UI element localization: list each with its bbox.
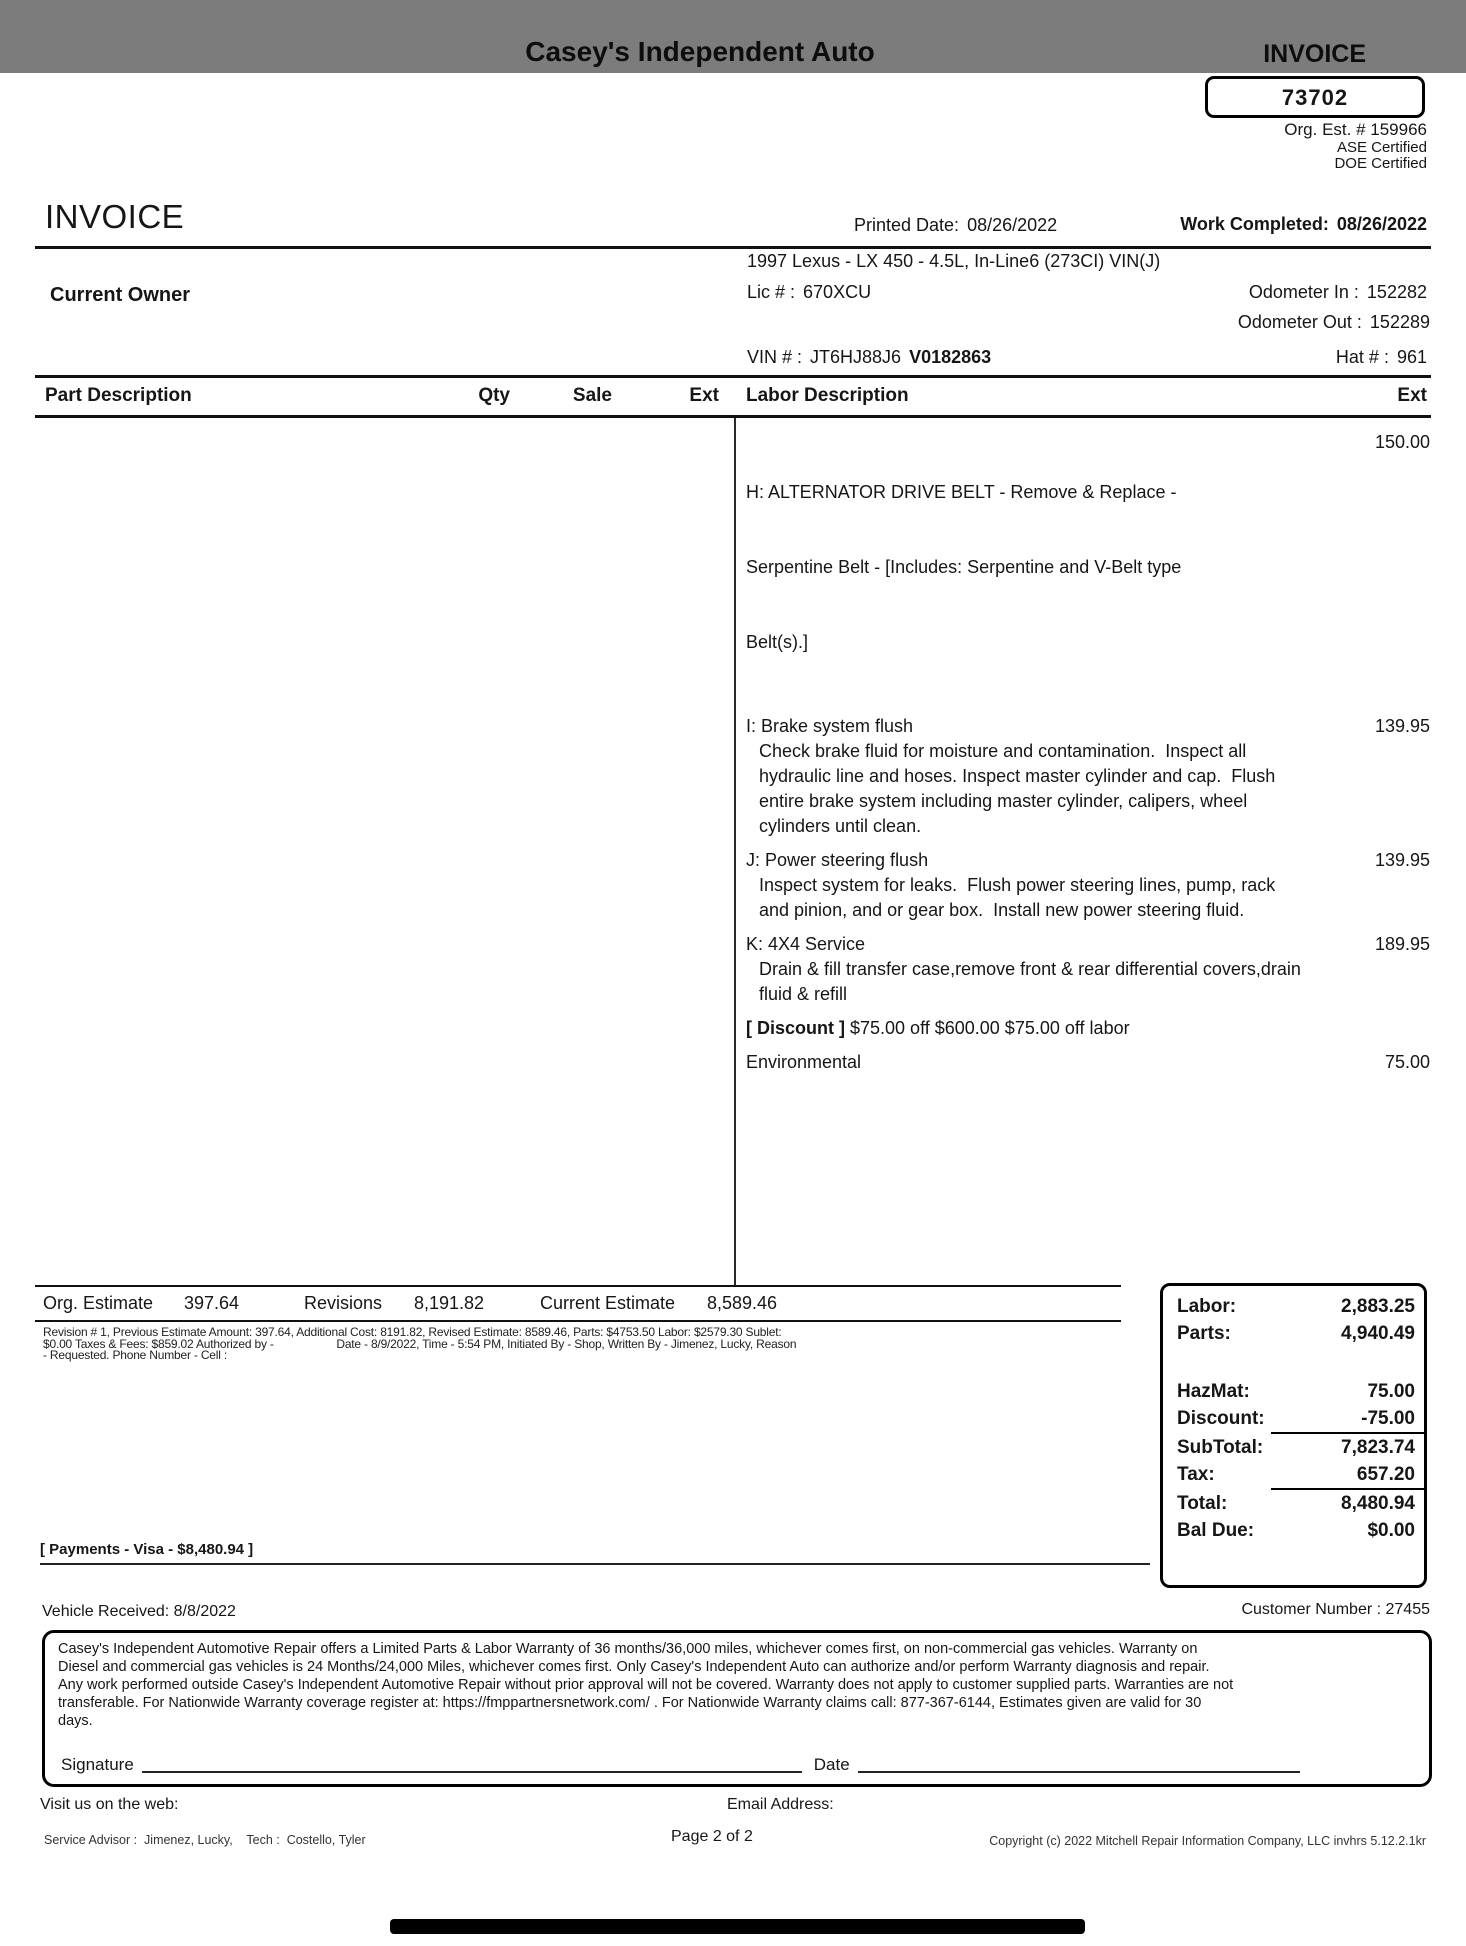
discount-detail: $75.00 off $600.00 $75.00 off labor	[845, 1018, 1130, 1038]
totals-row-hazmat	[1163, 1378, 1424, 1405]
totals-row-labor	[1163, 1293, 1424, 1320]
odometer-in-label: Odometer In :	[1248, 282, 1359, 302]
labor-item-desc: Inspect system for leaks. Flush power steering lines, pump, rack	[759, 875, 1276, 895]
footer-email-label: Email Address:	[727, 1796, 834, 1813]
copyright-line: Copyright (c) 2022 Mitchell Repair Information Company, LLC invhrs 5.12.2.1kr	[989, 1834, 1426, 1848]
current-estimate-label: Current Estimate	[540, 1293, 676, 1313]
printed-date	[854, 215, 1057, 236]
totals-value: 8,480.94	[1341, 1492, 1415, 1514]
column-header-part-description: Part Description	[45, 385, 192, 406]
vehicle-received-date: Vehicle Received: 8/8/2022	[42, 1603, 236, 1620]
labor-item-ext: 139.95	[1374, 850, 1430, 870]
hat-number	[1336, 347, 1427, 368]
odometer-in	[1249, 282, 1427, 303]
invoice-bar-label: INVOICE	[1263, 40, 1366, 68]
odometer-out-value: 152289	[1369, 312, 1430, 332]
totals-value: 2,883.25	[1341, 1295, 1415, 1317]
warranty-text-line: transferable. For Nationwide Warranty coverage register at: https://fmppartnersnetwork.com/ . For Nationwide Warranty claims call: 877-367-6144, Estimates given are valid for 30	[58, 1695, 1202, 1711]
totals-label: Labor:	[1177, 1295, 1237, 1317]
labor-item-line: K: 4X4 Service	[746, 934, 866, 954]
totals-row-total	[1163, 1490, 1424, 1517]
revision-note-line: - Requested. Phone Number - Cell :	[43, 1348, 227, 1362]
payments-line: [ Payments - Visa - $8,480.94 ]	[40, 1541, 1150, 1565]
totals-row-discount	[1163, 1405, 1424, 1432]
warranty-text-line: Diesel and commercial gas vehicles is 24 Months/24,000 Miles, whichever comes first. Only Casey's Independent Auto can authorize and/or perform Warranty diagnosis and repair.	[58, 1659, 1210, 1675]
header-divider	[35, 246, 1431, 249]
org-estimate-label: Org. Estimate	[43, 1293, 154, 1313]
labor-item-desc: Drain & fill transfer case,remove front & rear differential covers,drain	[759, 959, 1301, 979]
vehicle-description: 1997 Lexus - LX 450 - 4.5L, In-Line6 (273CI) VIN(J)	[747, 251, 1161, 271]
totals-value: 75.00	[1367, 1380, 1415, 1402]
totals-label: HazMat:	[1177, 1380, 1250, 1402]
revisions-label: Revisions	[304, 1293, 383, 1313]
totals-row-tax	[1163, 1461, 1424, 1488]
labor-item-desc: entire brake system including master cylinder, calipers, wheel	[759, 791, 1248, 811]
labor-item-ext: 189.95	[1374, 934, 1430, 954]
part-labor-divider	[734, 418, 736, 1285]
labor-item-line: I: Brake system flush	[746, 716, 914, 736]
invoice-heading: INVOICE	[45, 198, 185, 235]
labor-item-desc: cylinders until clean.	[759, 816, 922, 836]
labor-item-ext: 150.00	[1374, 432, 1430, 452]
labor-item-line: H: ALTERNATOR DRIVE BELT - Remove & Replace -	[746, 482, 1177, 502]
hat-value: 961	[1396, 347, 1427, 367]
warranty-text-line: days.	[58, 1713, 93, 1729]
totals-value: 7,823.74	[1341, 1436, 1415, 1458]
labor-item-line: J: Power steering flush	[746, 850, 929, 870]
vin-label: VIN # :	[747, 347, 803, 367]
labor-item-j	[746, 848, 1430, 923]
totals-label: Total:	[1177, 1492, 1228, 1514]
labor-item-desc: hydraulic line and hoses. Inspect master cylinder and cap. Flush	[759, 766, 1276, 786]
revision-note-line: Revision # 1, Previous Estimate Amount: 397.64, Additional Cost: 8191.82, Revised Estimate: 8589.46, Parts: $4753.50 Labor: $2579.30 Sublet:	[43, 1325, 782, 1339]
footer-web-label: Visit us on the web:	[40, 1796, 179, 1813]
totals-value: -75.00	[1361, 1407, 1415, 1429]
company-title: Casey's Independent Auto	[525, 36, 875, 67]
column-header-qty: Qty	[478, 385, 510, 406]
warranty-text-line: Any work performed outside Casey's Independent Automotive Repair without prior approval will not be covered. Warranty does not apply to customer supplied parts. Warranties are not	[58, 1677, 1234, 1693]
odometer-out-label: Odometer Out :	[1237, 312, 1362, 332]
odometer-in-value: 152282	[1366, 282, 1427, 302]
discount-label: [ Discount ]	[746, 1018, 845, 1038]
invoice-number: 73702	[1281, 85, 1349, 110]
column-header-labor-description: Labor Description	[746, 385, 909, 406]
work-completed-label: Work Completed:	[1180, 214, 1329, 234]
labor-item-ext: 139.95	[1374, 716, 1430, 736]
date-line[interactable]	[858, 1771, 1300, 1773]
printed-date-label: Printed Date:	[854, 215, 960, 235]
page-number: Page 2 of 2	[671, 1828, 753, 1845]
totals-value: 657.20	[1356, 1463, 1415, 1485]
vin-value: JT6HJ88J6	[810, 347, 902, 367]
labor-item-desc: Check brake fluid for moisture and contamination. Inspect all	[759, 741, 1247, 761]
signature-line[interactable]	[142, 1771, 802, 1773]
totals-label: SubTotal:	[1177, 1436, 1264, 1458]
revision-note	[43, 1327, 1113, 1362]
hat-label: Hat # :	[1335, 347, 1389, 367]
date-label: Date	[813, 1755, 850, 1774]
customer-number: Customer Number : 27455	[1241, 1601, 1430, 1618]
work-completed-date	[1180, 214, 1427, 235]
labor-items-column	[746, 418, 1430, 1075]
license-label: Lic # :	[747, 282, 796, 302]
license-plate	[747, 282, 871, 303]
current-owner-label: Current Owner	[50, 284, 191, 306]
environmental-ext: 75.00	[1384, 1052, 1430, 1072]
totals-row-bal-due	[1163, 1517, 1424, 1544]
column-header-labor-ext: Ext	[1397, 385, 1427, 406]
odometer-out	[1238, 312, 1430, 333]
printed-date-value: 08/26/2022	[967, 215, 1058, 235]
environmental-label: Environmental	[746, 1052, 862, 1072]
totals-spacer	[1163, 1347, 1424, 1378]
totals-label: Bal Due:	[1177, 1519, 1255, 1541]
labor-item-h	[746, 430, 1430, 705]
org-est-number: Org. Est. # 159966	[1284, 120, 1427, 139]
estimate-top-rule	[35, 1285, 1121, 1287]
totals-label: Discount:	[1177, 1407, 1265, 1429]
discount-line	[746, 1016, 1430, 1041]
vin-suffix: V0182863	[909, 347, 992, 367]
work-completed-value: 08/26/2022	[1336, 214, 1427, 234]
table-header-top-rule	[35, 375, 1431, 378]
totals-box	[1160, 1283, 1427, 1588]
vin-number	[747, 347, 991, 368]
bottom-scan-bar	[390, 1919, 1085, 1934]
certification-block	[1284, 120, 1427, 172]
labor-item-desc: and pinion, and or gear box. Install new power steering fluid.	[759, 900, 1245, 920]
top-bar	[0, 0, 1466, 73]
service-advisor-line: Service Advisor : Jimenez, Lucky, Tech : Costello, Tyler	[44, 1833, 366, 1847]
current-estimate-value: 8,589.46	[707, 1293, 778, 1313]
totals-row-subtotal	[1163, 1434, 1424, 1461]
doe-certified-label: DOE Certified	[1334, 155, 1427, 172]
revisions-value: 8,191.82	[414, 1293, 485, 1313]
labor-item-i	[746, 714, 1430, 839]
revision-note-line: $0.00 Taxes & Fees: $859.02 Authorized by - Date - 8/9/2022, Time - 5:54 PM, Initiated By - Shop, Written By - Jimenez, Lucky, Reason	[43, 1336, 797, 1351]
ase-certified-label: ASE Certified	[1336, 139, 1427, 156]
license-value: 670XCU	[803, 282, 872, 302]
signature-row	[61, 1755, 1409, 1775]
totals-row-parts	[1163, 1320, 1424, 1347]
labor-item-k	[746, 932, 1430, 1007]
warranty-box	[42, 1630, 1432, 1787]
totals-value: 4,940.49	[1341, 1322, 1415, 1344]
org-estimate-value: 397.64	[184, 1293, 240, 1313]
column-header-sale: Sale	[572, 385, 612, 406]
invoice-number-box	[1205, 76, 1425, 118]
labor-item-desc: fluid & refill	[759, 984, 848, 1004]
signature-label: Signature	[61, 1755, 134, 1774]
totals-label: Parts:	[1177, 1322, 1231, 1344]
labor-item-line: Serpentine Belt - [Includes: Serpentine and V-Belt type	[746, 557, 1182, 577]
warranty-text-line: Casey's Independent Automotive Repair offers a Limited Parts & Labor Warranty of 36 months/36,000 miles, whichever comes first, on non-commercial gas vehicles. Warranty on	[58, 1641, 1198, 1657]
column-header-ext: Ext	[689, 385, 719, 406]
environmental-fee	[746, 1050, 1430, 1075]
labor-item-line: Belt(s).]	[746, 632, 809, 652]
totals-label: Tax:	[1177, 1463, 1215, 1485]
totals-value: $0.00	[1367, 1519, 1415, 1541]
estimate-bottom-rule	[35, 1320, 1121, 1322]
